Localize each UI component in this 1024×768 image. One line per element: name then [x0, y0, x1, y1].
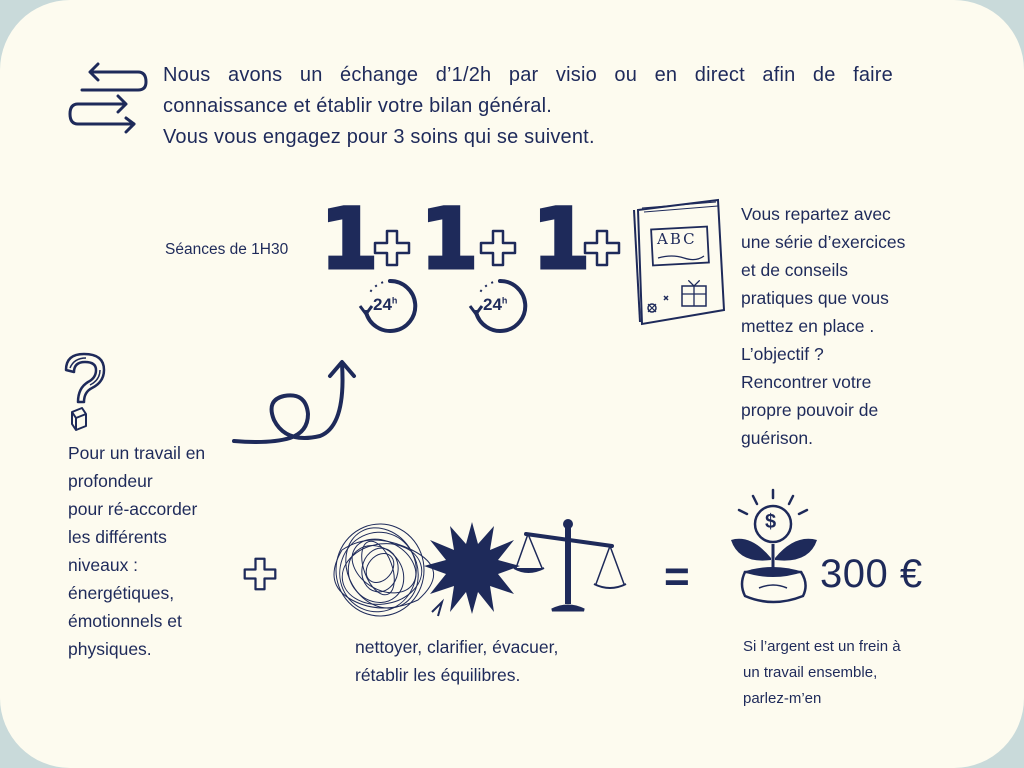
balance-scale-icon	[512, 518, 632, 618]
equals-sign: =	[664, 552, 690, 601]
work-line: énergétiques,	[68, 583, 175, 603]
plus-icon	[478, 228, 518, 268]
plus-icon	[242, 556, 278, 592]
tangled-scribble-icon	[332, 520, 428, 620]
question-mark-icon	[60, 352, 110, 432]
money-plant-icon	[725, 488, 821, 606]
loop-arrow-icon	[230, 356, 360, 456]
clock-badge-unit: h	[501, 295, 508, 306]
work-line: physiques.	[68, 639, 152, 659]
session-one-3: 1	[532, 190, 591, 288]
process-line: nettoyer, clarifier, évacuer,	[355, 637, 559, 657]
pricing-note-line: un travail ensemble,	[743, 664, 878, 681]
pricing-note-line: Si l’argent est un frein à	[743, 638, 901, 655]
workbook-line: Vous repartez avec	[741, 204, 891, 224]
session-one-1: 1	[320, 190, 379, 288]
process-description	[355, 633, 558, 689]
plus-icon	[372, 228, 412, 268]
work-line: niveaux :	[68, 555, 139, 575]
session-one-2: 1	[420, 190, 479, 288]
workbook-line: pratiques que vous	[741, 288, 889, 308]
work-line: les différents	[68, 527, 167, 547]
workbook-line: et de conseils	[741, 260, 849, 280]
clock-badge-label	[483, 295, 507, 315]
workbook-line: L’objectif ?	[741, 344, 824, 364]
intro-line-2: connaissance et établir votre bilan général.	[163, 95, 553, 117]
plus-icon	[582, 228, 622, 268]
workbook-description	[741, 200, 941, 452]
clock-badge-value: 24	[373, 295, 392, 314]
workbook-line: Rencontrer votre	[741, 372, 872, 392]
clock-badge-label	[373, 295, 397, 315]
price-value: 300 €	[820, 552, 923, 596]
workbook-line: propre pouvoir de	[741, 400, 879, 420]
workbook-line: une série d’exercices	[741, 232, 906, 252]
clock-badge-unit: h	[391, 295, 398, 306]
intro-line-3: Vous vous engagez pour 3 soins qui se suivent.	[163, 126, 595, 148]
work-line: Pour un travail en	[68, 443, 206, 463]
money-symbol: $	[765, 511, 777, 533]
work-description	[68, 439, 238, 663]
pricing-note	[743, 634, 901, 712]
pricing-note-line: parlez-m’en	[743, 690, 822, 707]
work-line: profondeur	[68, 471, 153, 491]
intro-text	[163, 60, 893, 153]
burst-icon	[424, 520, 520, 616]
workbook-line: mettez en place .	[741, 316, 875, 336]
intro-line-1: Nous avons un échange d’1/2h par visio ou en direct afin de faire	[163, 64, 893, 86]
process-line: rétablir les équilibres.	[355, 665, 521, 685]
clock-badge-value: 24	[483, 295, 502, 314]
exchange-arrows-icon	[68, 60, 148, 140]
workbook-line: guérison.	[741, 428, 813, 448]
work-line: émotionnels et	[68, 611, 182, 631]
workbook-icon	[632, 196, 728, 326]
workbook-cover-text: ABC	[657, 230, 697, 248]
work-line: pour ré-accorder	[68, 499, 198, 519]
sessions-label: Séances de 1H30	[165, 241, 289, 258]
